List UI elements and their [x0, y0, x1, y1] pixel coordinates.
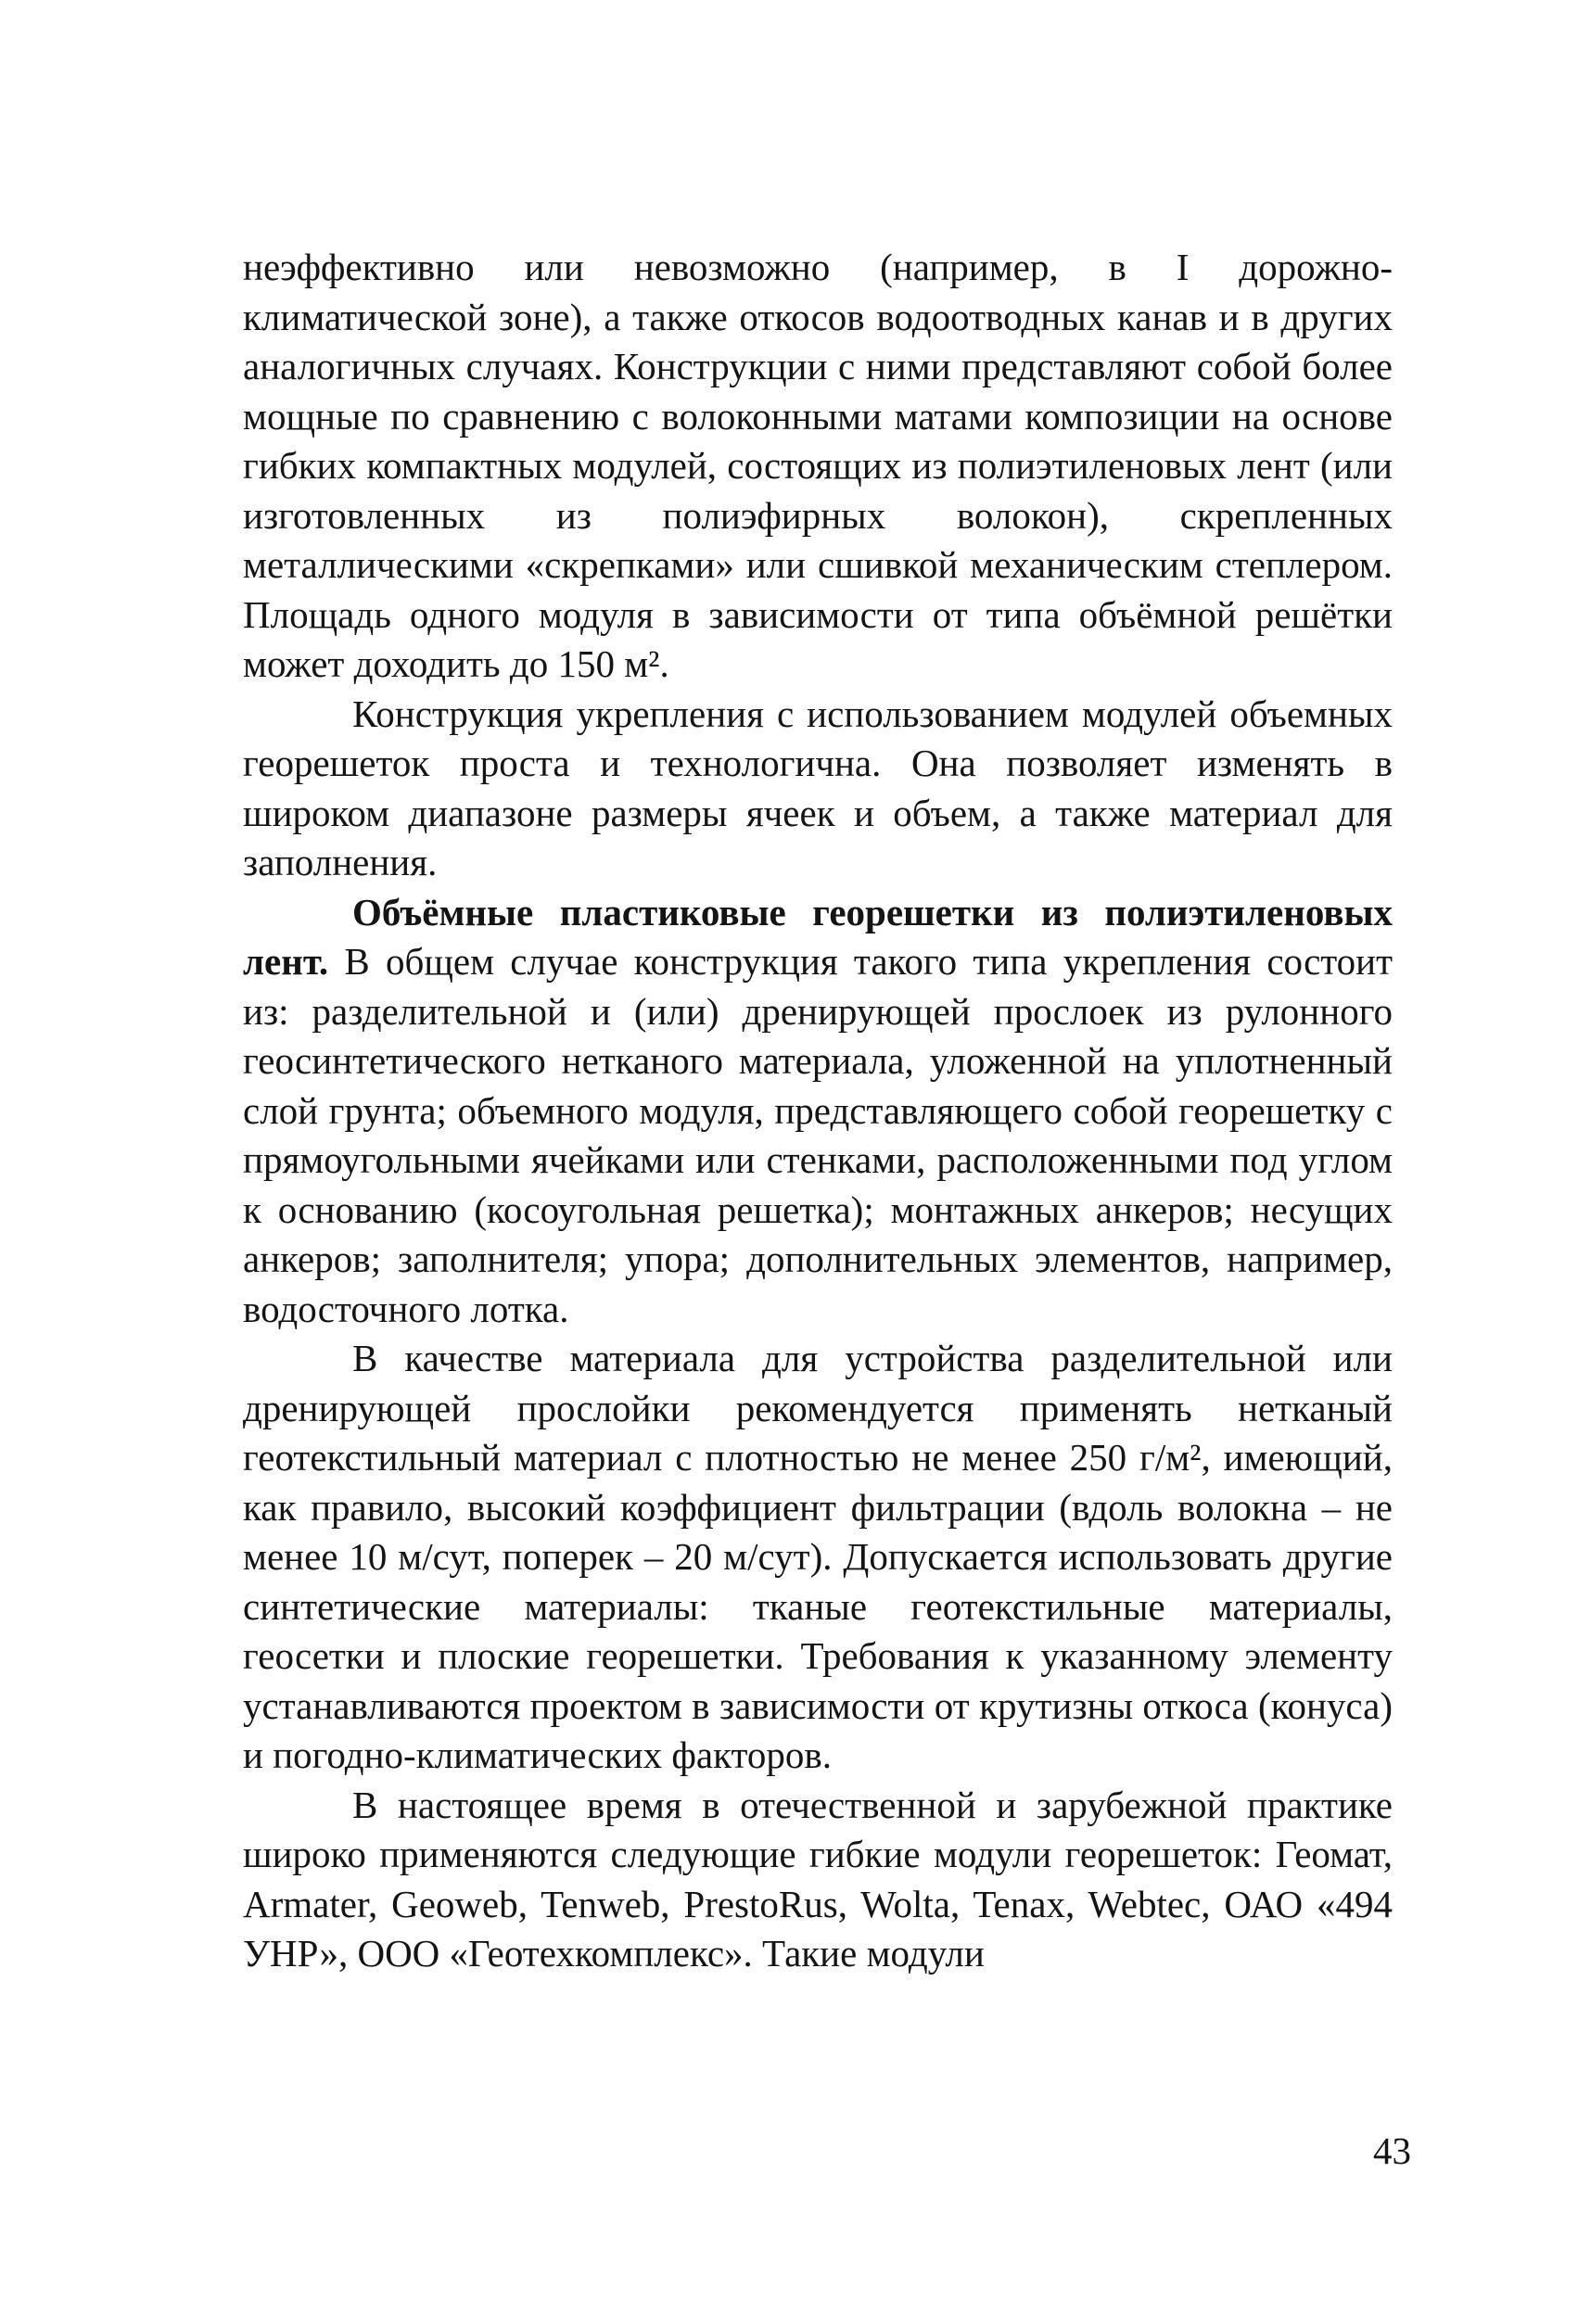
paragraph-2 — [243, 690, 1393, 888]
paragraph-1 — [243, 243, 1393, 690]
paragraph-4 — [243, 1334, 1393, 1781]
page-body — [243, 243, 1393, 1979]
paragraph-5-text: В настоящее время в отечественной и зарубежной практике широко применяются следующие гибкие модули георешеток: Геомат, Armater, Geoweb, Tenweb, PrestoRus, Wolta, Tenax, Webtec, ОАО «494 УНР», ООО «Геотехкомплекс». Такие модули — [243, 1783, 1393, 1975]
paragraph-3-text: В общем случае конструкция такого типа укрепления состоит из: разделительной и (или) дренирующей прослоек из рулонного геосинтетического нетканого материала, уложенной на уплотненный слой грунта; объемного модуля, представляющего собой георешетку с прямоугольными ячейками или стенками, расположенными под углом к основанию (косоугольная решетка); монтажных анкеров; несущих анкеров; заполнителя; упора; дополнительных элементов, например, водосточного лотка. — [243, 940, 1393, 1330]
paragraph-1-text: неэффективно или невозможно (например, в I дорожно-климатической зоне), а также откосов водоотводных канав и в других аналогичных случаях. Конструкции с ними представляют собой более мощные по сравнению с волоконными матами композиции на основе гибких компактных модулей, состоящих из полиэтиленовых лент (или изготовленных из полиэфирных волокон), скрепленных металлическими «скрепками» или сшивкой механическим степлером. Площадь одного модуля в зависимости от типа объёмной решётки может доходить до 150 м². — [243, 246, 1393, 685]
paragraph-5 — [243, 1781, 1393, 1979]
page-number: 43 — [1373, 2129, 1411, 2172]
paragraph-3-lead: Объёмные пластиковые георешетки из полиэтиленовых лент. — [243, 890, 1393, 983]
paragraph-2-text: Конструкция укрепления с использованием модулей объемных георешеток проста и технологична. Она позволяет изменять в широком диапазоне размеры ячеек и объем, а также материал для заполнения. — [243, 692, 1393, 883]
paragraph-4-text: В качестве материала для устройства разделительной или дренирующей прослойки рекомендуется применять нетканый геотекстильный материал с плотностью не менее 250 г/м², имеющий, как правило, высокий коэффициент фильтрации (вдоль волокна – не менее 10 м/сут, поперек – 20 м/сут). Допускается использовать другие синтетические материалы: тканые геотекстильные материалы, геосетки и плоские георешетки. Требования к указанному элементу устанавливаются проектом в зависимости от крутизны откоса (конуса) и погодно-климатических факторов. — [243, 1337, 1393, 1776]
paragraph-3 — [243, 888, 1393, 1335]
